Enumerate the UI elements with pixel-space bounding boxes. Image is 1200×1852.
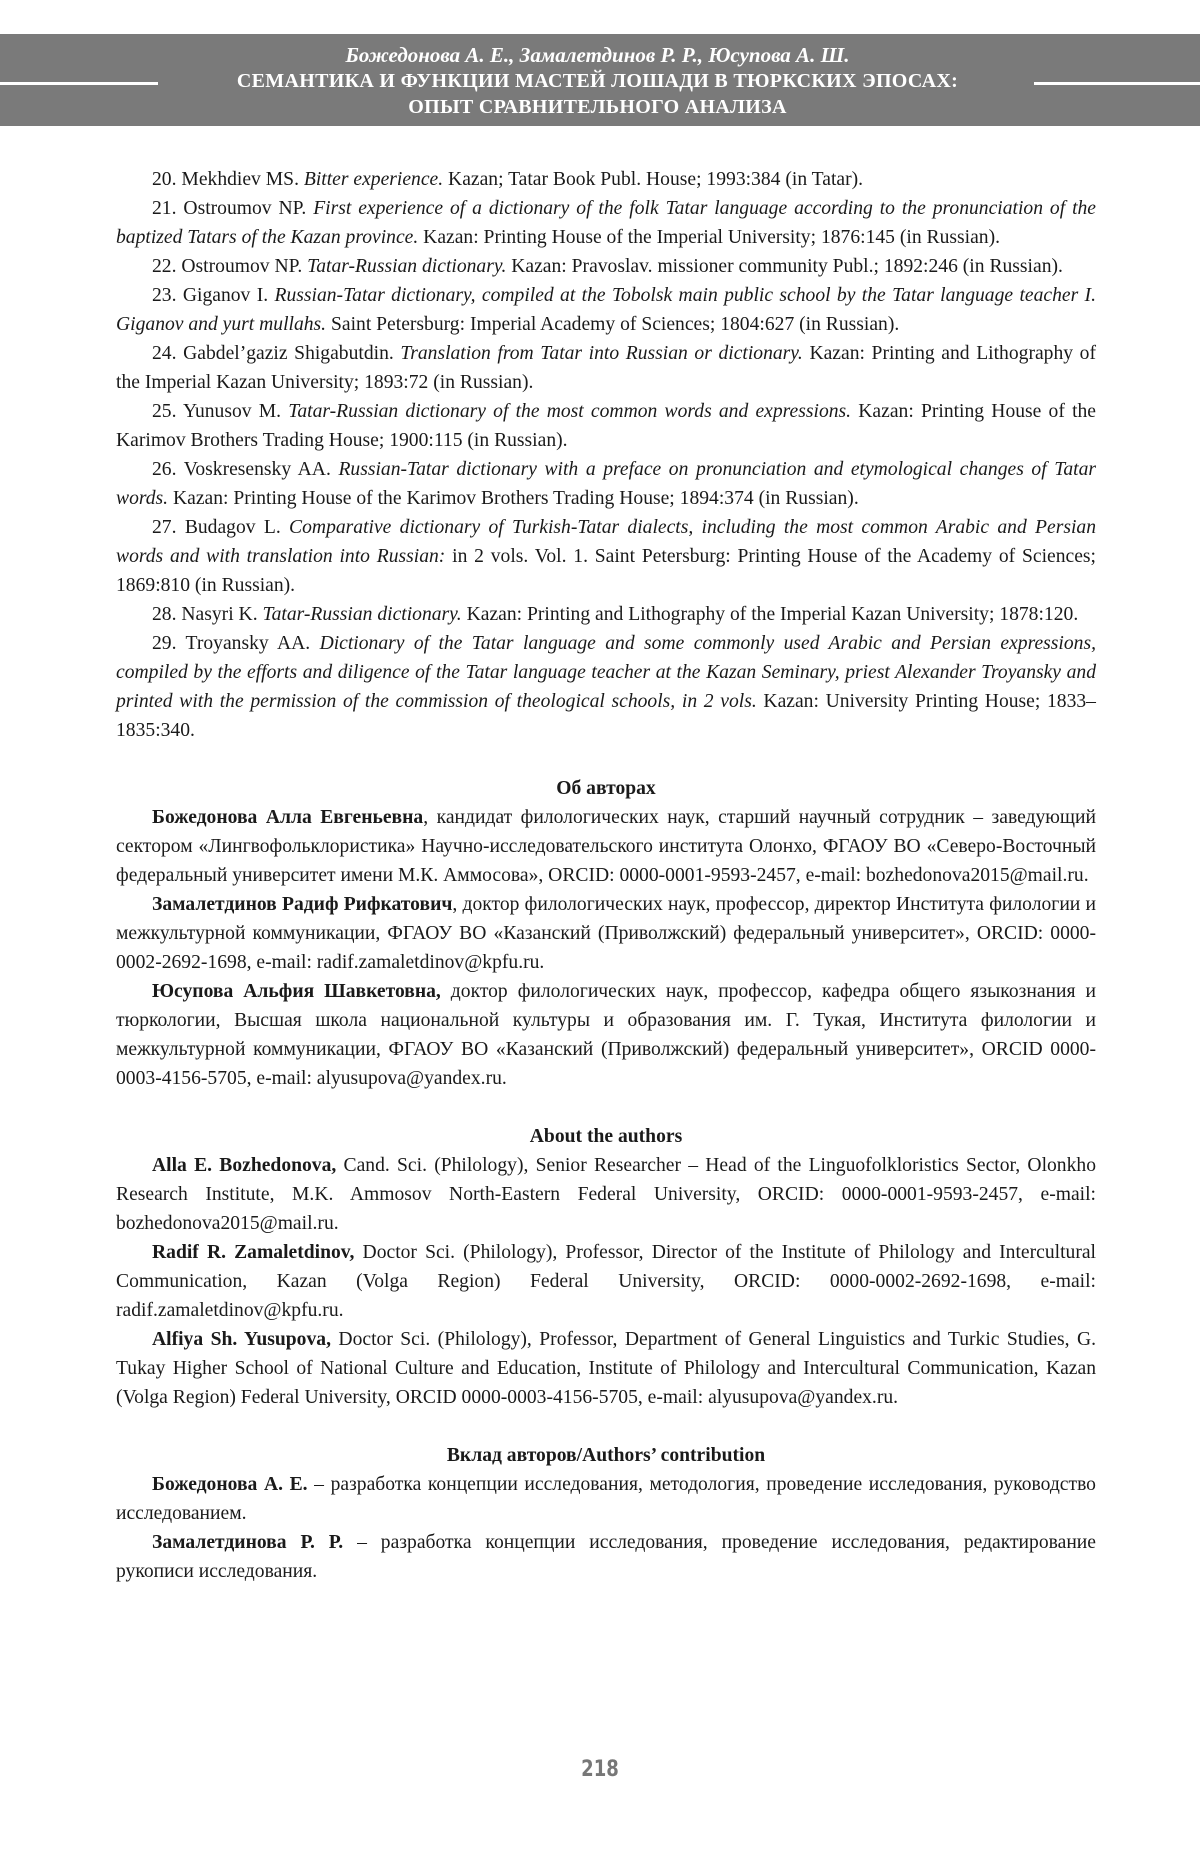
reference-author: Gabdel’gaziz Shigabutdin. (183, 343, 394, 364)
header-rule-left (0, 82, 158, 85)
header-title-line-1: СЕМАНТИКА И ФУНКЦИИ МАСТЕЙ ЛОШАДИ В ТЮРКСКИХ ЭПОСАХ: (236, 70, 959, 92)
running-header (0, 34, 1200, 126)
contribution-entry (116, 1528, 1096, 1586)
reference-author: Troyansky AA. (185, 633, 311, 654)
reference-details: Kazan; Tatar Book Publ. House; 1993:384 (in Tatar). (448, 169, 864, 190)
author-name: Radif R. Zamaletdinov, (152, 1242, 355, 1263)
author-details: доктор филологических наук, профессор, кафедра общего языкознания и тюркологии, Высшая школа национальной культуры и образования им. Г. Тукая, Института филологии и межкультурной коммуникации, ФГАОУ ВО «Казанский (Приволжский) федеральный университет», ORCID 0000-0003-4156-5705, e-mail: alyusupova@yandex.ru. (116, 981, 1096, 1089)
reference-details: Kazan: Printing House of the Imperial University; 1876:145 (in Russian). (423, 227, 1001, 248)
author-entry (116, 803, 1096, 890)
author-name: Юсупова Альфия Шавкетовна, (152, 981, 441, 1002)
author-details: Doctor Sci. (Philology), Professor, Department of General Linguistics and Turkic Studies, G. Tukay Higher School of National Culture and Education, Institute of Philology and Intercultural Communication, Kazan (Volga Region) Federal University, ORCID 0000-0003-4156-5705, e-mail: alyusupova@yandex.ru. (116, 1329, 1097, 1408)
section-heading: Об авторах (556, 778, 656, 799)
reference-title: Tatar-Russian dictionary of the most common words and expressions. (288, 401, 852, 422)
reference-author: Ostroumov NP. (181, 256, 303, 277)
author-entry (116, 1238, 1096, 1325)
reference-details: Kazan: Printing House of the Karimov Brothers Trading House; 1894:374 (in Russian). (173, 488, 859, 509)
reference-item (116, 455, 1096, 513)
reference-number: 26. (152, 459, 177, 480)
contribution-details: – разработка концепции исследования, методология, проведение исследования, руководство исследованием. (116, 1474, 1096, 1524)
reference-details: Kazan: Printing and Lithography of the Imperial Kazan University; 1893:72 (in Russian). (116, 343, 1096, 393)
reference-item (116, 600, 1096, 629)
reference-title: Tatar-Russian dictionary. (262, 604, 462, 625)
reference-details: Saint Petersburg: Imperial Academy of Sciences; 1804:627 (in Russian). (330, 314, 900, 335)
page-content (116, 165, 1096, 1586)
reference-details: Kazan: Printing House of the Karimov Brothers Trading House; 1900:115 (in Russian). (116, 401, 1097, 451)
author-entry (116, 977, 1096, 1093)
section-heading: Вклад авторов/Authors’ contribution (446, 1445, 766, 1466)
author-name: Божедонова А. Е. (152, 1474, 308, 1495)
author-details: Cand. Sci. (Philology), Senior Researcher – Head of the Linguofolkloristics Sector, Olonkho Research Institute, M.K. Ammosov North-Eastern Federal University, ORCID: 0000-0001-9593-2457, e-mail: bozhedonova2015@mail.ru. (116, 1155, 1096, 1234)
reference-number: 29. (152, 633, 177, 654)
contribution-entry (116, 1470, 1096, 1528)
reference-item (116, 513, 1096, 600)
reference-author: Ostroumov NP. (183, 198, 307, 219)
author-details: Doctor Sci. (Philology), Professor, Director of the Institute of Philology and Intercultural Communication, Kazan (Volga Region) Federal University, ORCID: 0000-0002-2692-1698, e-mail: radif.zamaletdinov@kpfu.ru. (116, 1242, 1096, 1321)
reference-item (116, 165, 1096, 194)
reference-title: Russian-Tatar dictionary, compiled at the Tobolsk main public school by the Tatar language teacher I. Giganov and yurt mullahs. (116, 285, 1096, 335)
reference-list (116, 165, 1096, 745)
reference-title: Tatar-Russian dictionary. (307, 256, 507, 277)
reference-number: 22. (152, 256, 177, 277)
section-spacer (116, 1093, 1096, 1122)
reference-title: Russian-Tatar dictionary with a preface on pronunciation and etymological changes of Tatar words. (116, 459, 1097, 509)
section-spacer (116, 1412, 1096, 1441)
reference-item (116, 281, 1096, 339)
contribution-details: – разработка концепции исследования, проведение исследования, редактирование рукописи исследования. (116, 1532, 1096, 1582)
reference-title: First experience of a dictionary of the folk Tatar language according to the pronunciation of the baptized Tatars of the Kazan province. (116, 198, 1097, 248)
author-entry (116, 1325, 1096, 1412)
reference-item (116, 252, 1096, 281)
reference-title: Comparative dictionary of Turkish-Tatar dialects, including the most common Arabic and Persian words and with translation into Russian: (116, 517, 1097, 567)
reference-details: Kazan: Pravoslav. missioner community Publ.; 1892:246 (in Russian). (511, 256, 1063, 277)
reference-author: Yunusov M. (182, 401, 282, 422)
author-name: Alla E. Bozhedonova, (152, 1155, 337, 1176)
reference-title: Bitter experience. (303, 169, 444, 190)
reference-number: 28. (152, 604, 177, 625)
reference-author: Giganov I. (182, 285, 269, 306)
reference-item (116, 194, 1096, 252)
reference-item (116, 339, 1096, 397)
reference-item (116, 629, 1096, 745)
page-number: 218 (581, 1757, 619, 1782)
reference-number: 25. (152, 401, 177, 422)
reference-author: Budagov L. (184, 517, 281, 538)
about-authors-en (116, 1122, 1096, 1412)
reference-author: Mekhdiev MS. (181, 169, 299, 190)
section-heading: About the authors (529, 1126, 683, 1147)
reference-details: Kazan: Printing and Lithography of the Imperial Kazan University; 1878:120. (466, 604, 1079, 625)
reference-number: 27. (152, 517, 177, 538)
reference-title: Translation from Tatar into Russian or dictionary. (400, 343, 803, 364)
author-name: Божедонова Алла Евгеньевна (152, 807, 424, 828)
reference-number: 23. (152, 285, 177, 306)
section-spacer (116, 745, 1096, 774)
author-entry (116, 1151, 1096, 1238)
author-name: Alfiya Sh. Yusupova, (152, 1329, 331, 1350)
author-name: Замалетдинов Радиф Рифкатович (152, 894, 453, 915)
reference-details: in 2 vols. Vol. 1. Saint Petersburg: Printing House of the Academy of Sciences; 1869:810 (in Russian). (116, 546, 1096, 596)
reference-author: Nasyri K. (181, 604, 258, 625)
reference-details: Kazan: University Printing House; 1833–1835:340. (116, 691, 1096, 741)
reference-number: 21. (152, 198, 177, 219)
header-rule-right (1034, 82, 1200, 85)
author-name: Замалетдинова Р. Р. (152, 1532, 344, 1553)
header-authors: Божедонова А. Е., Замалетдинов Р. Р., Юсупова А. Ш. (345, 43, 850, 67)
about-authors-ru (116, 774, 1096, 1093)
reference-author: Voskresensky AA. (183, 459, 331, 480)
author-details: , кандидат филологических наук, старший научный сотрудник – заведующий сектором «Лингвофольклористика» Научно-исследовательского института Олонхо, ФГАОУ ВО «Северо-Восточный федеральный университет имени М.К. Аммосова», ORCID: 0000-0001-9593-2457, e-mail: bozhedonova2015@mail.ru. (116, 807, 1096, 886)
header-text (170, 42, 1025, 120)
author-entry (116, 890, 1096, 977)
authors-contribution (116, 1441, 1096, 1586)
reference-number: 24. (152, 343, 177, 364)
author-details: , доктор филологических наук, профессор, директор Института филологии и межкультурной коммуникации, ФГАОУ ВО «Казанский (Приволжский) федеральный университет», ORCID: 0000-0002-2692-1698, e-mail: radif.zamaletdinov@kpfu.ru. (116, 894, 1096, 973)
reference-number: 20. (152, 169, 177, 190)
header-title-line-2: ОПЫТ СРАВНИТЕЛЬНОГО АНАЛИЗА (408, 96, 787, 118)
reference-item (116, 397, 1096, 455)
reference-title: Dictionary of the Tatar language and some commonly used Arabic and Persian expressions, compiled by the efforts and diligence of the Tatar language teacher at the Kazan Seminary, priest Alexander Troyansky and printed with the permission of the commission of theological schools, in 2 vols. (116, 633, 1096, 712)
